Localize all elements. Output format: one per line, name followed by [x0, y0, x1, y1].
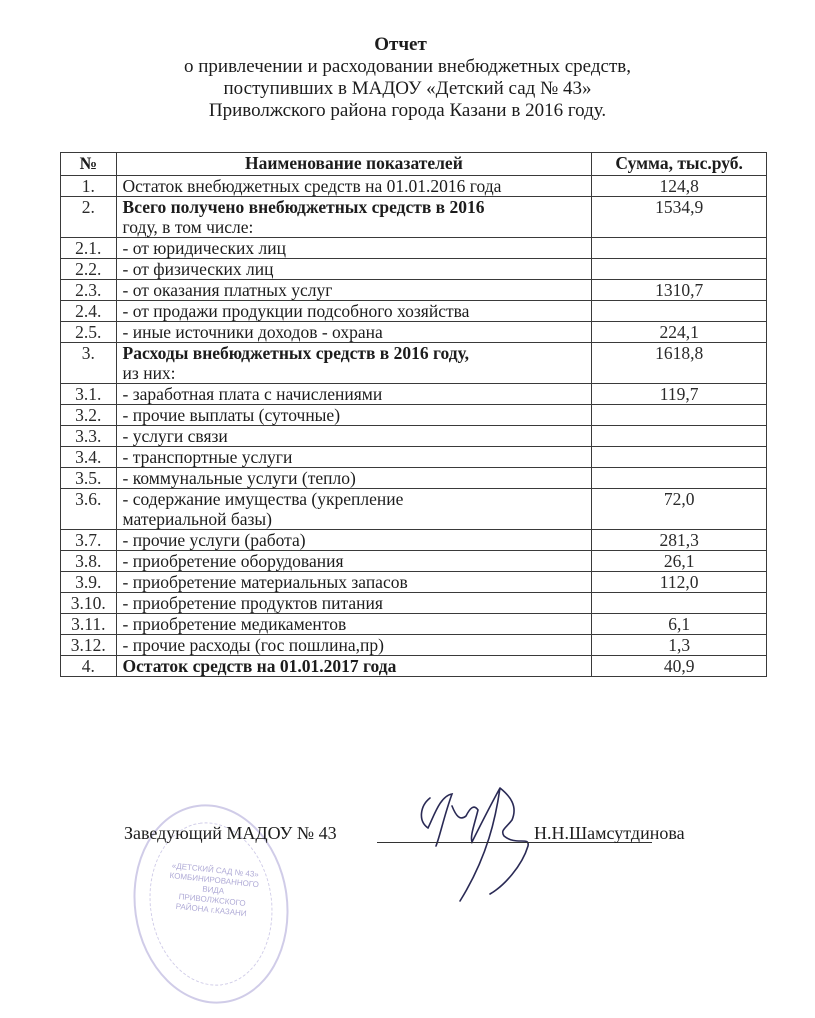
table-row: [61, 322, 767, 343]
row-sum: [592, 426, 767, 447]
row-indicator-name: [116, 238, 592, 259]
row-number: 1.: [61, 176, 117, 197]
subtitle-line: о привлечении и расходовании внебюджетных средств,: [183, 56, 631, 77]
row-number: 3.9.: [61, 572, 117, 593]
indicator-text: - от физических лиц: [122, 259, 274, 279]
row-sum: 119,7: [592, 384, 767, 405]
row-indicator-name: [116, 280, 592, 301]
row-indicator-name: [116, 593, 592, 614]
row-indicator-name: [116, 447, 592, 468]
row-number: 2.2.: [61, 259, 117, 280]
indicator-text-continuation: материальной базы): [122, 509, 273, 529]
report-title: Отчет: [374, 34, 427, 55]
row-sum: [592, 259, 767, 280]
row-number: 3.1.: [61, 384, 117, 405]
row-indicator-name: [116, 259, 592, 280]
row-sum: 224,1: [592, 322, 767, 343]
indicator-text: Остаток средств на 01.01.2017 года: [122, 656, 397, 676]
row-number: 3.12.: [61, 635, 117, 656]
table-row: [61, 343, 767, 384]
indicator-text: Всего получено внебюджетных средств в 2016: [122, 197, 485, 217]
row-sum: 1310,7: [592, 280, 767, 301]
row-sum: [592, 238, 767, 259]
indicator-text: - от оказания платных услуг: [122, 280, 333, 300]
row-number: 3.11.: [61, 614, 117, 635]
row-indicator-name: [116, 635, 592, 656]
indicator-text: - приобретение продуктов питания: [122, 593, 383, 613]
row-sum: 26,1: [592, 551, 767, 572]
row-indicator-name: [116, 551, 592, 572]
indicator-text: - от юридических лиц: [122, 238, 286, 258]
table-row: [61, 593, 767, 614]
table-header-row: [61, 153, 767, 176]
table-row: [61, 530, 767, 551]
row-sum: 6,1: [592, 614, 767, 635]
row-number: 2.3.: [61, 280, 117, 301]
header-name: Наименование показателей: [116, 153, 592, 176]
header-sum: Сумма, тыс.руб.: [592, 153, 767, 176]
row-indicator-name: [116, 384, 592, 405]
row-indicator-name: [116, 322, 592, 343]
indicator-text: - содержание имущества (укрепление: [122, 489, 404, 509]
table-body: [61, 176, 767, 677]
signer-position: Заведующий МАДОУ № 43: [124, 823, 337, 843]
row-number: 3.7.: [61, 530, 117, 551]
subtitle-line: Приволжского района города Казани в 2016 году.: [208, 100, 607, 121]
row-indicator-name: [116, 530, 592, 551]
table-row: [61, 280, 767, 301]
row-indicator-name: [116, 572, 592, 593]
report-subtitle: [0, 56, 815, 122]
row-indicator-name: [116, 468, 592, 489]
table-row: [61, 238, 767, 259]
row-number: 2.: [61, 197, 117, 238]
indicator-text: - приобретение медикаментов: [122, 614, 347, 634]
table-row: [61, 468, 767, 489]
row-number: 2.5.: [61, 322, 117, 343]
row-sum: 1618,8: [592, 343, 767, 384]
row-sum: 112,0: [592, 572, 767, 593]
row-indicator-name: [116, 489, 592, 530]
table-row: [61, 656, 767, 677]
table-row: [61, 447, 767, 468]
row-sum: 1534,9: [592, 197, 767, 238]
indicator-text: - прочие выплаты (суточные): [122, 405, 341, 425]
subtitle-line: поступивших в МАДОУ «Детский сад № 43»: [223, 78, 592, 99]
row-sum: [592, 405, 767, 426]
report-table: [60, 152, 767, 677]
indicator-text: Расходы внебюджетных средств в 2016 году,: [122, 343, 469, 363]
row-number: 3.10.: [61, 593, 117, 614]
indicator-text: - иные источники доходов - охрана: [122, 322, 383, 342]
row-number: 3.5.: [61, 468, 117, 489]
row-sum: 1,3: [592, 635, 767, 656]
table-row: [61, 259, 767, 280]
row-number: 2.4.: [61, 301, 117, 322]
table-row: [61, 384, 767, 405]
row-sum: [592, 468, 767, 489]
table-row: [61, 551, 767, 572]
row-indicator-name: [116, 343, 592, 384]
indicator-text: - транспортные услуги: [122, 447, 293, 467]
indicator-text: - от продажи продукции подсобного хозяйства: [122, 301, 470, 321]
indicator-text: - услуги связи: [122, 426, 228, 446]
row-indicator-name: [116, 405, 592, 426]
row-sum: [592, 447, 767, 468]
table-row: [61, 635, 767, 656]
row-indicator-name: [116, 656, 592, 677]
indicator-text: - прочие услуги (работа): [122, 530, 306, 550]
table-row: [61, 197, 767, 238]
table-row: [61, 572, 767, 593]
row-sum: 124,8: [592, 176, 767, 197]
row-sum: 40,9: [592, 656, 767, 677]
table-row: [61, 426, 767, 447]
row-indicator-name: [116, 176, 592, 197]
stamp-text: «ДЕТСКИЙ САД № 43» КОМБИНИРОВАННОГО ВИДА ПРИВОЛЖСКОГО РАЙОНА г.КАЗАНИ: [169, 861, 260, 919]
row-sum: [592, 593, 767, 614]
row-number: 3.8.: [61, 551, 117, 572]
table-row: [61, 176, 767, 197]
indicator-text: - прочие расходы (гос пошлина,пр): [122, 635, 384, 655]
row-indicator-name: [116, 301, 592, 322]
indicator-text: - приобретение материальных запасов: [122, 572, 408, 592]
row-number: 3.4.: [61, 447, 117, 468]
indicator-text-continuation: из них:: [122, 363, 176, 383]
signer-name: Н.Н.Шамсутдинова: [534, 823, 685, 843]
indicator-text: - заработная плата с начислениями: [122, 384, 383, 404]
table-row: [61, 405, 767, 426]
row-indicator-name: [116, 614, 592, 635]
row-sum: [592, 301, 767, 322]
row-sum: 281,3: [592, 530, 767, 551]
indicator-text-continuation: году, в том числе:: [122, 217, 254, 237]
report-title-block: [0, 34, 815, 122]
row-number: 4.: [61, 656, 117, 677]
table-row: [61, 614, 767, 635]
signature-block: [124, 823, 764, 853]
row-number: 3.2.: [61, 405, 117, 426]
table-row: [61, 489, 767, 530]
indicator-text: - приобретение оборудования: [122, 551, 344, 571]
row-indicator-name: [116, 197, 592, 238]
row-number: 3.3.: [61, 426, 117, 447]
indicator-text: - коммунальные услуги (тепло): [122, 468, 356, 488]
row-number: 3.6.: [61, 489, 117, 530]
row-number: 3.: [61, 343, 117, 384]
table-row: [61, 301, 767, 322]
row-indicator-name: [116, 426, 592, 447]
row-number: 2.1.: [61, 238, 117, 259]
header-num: №: [61, 153, 117, 176]
row-sum: 72,0: [592, 489, 767, 530]
indicator-text: Остаток внебюджетных средств на 01.01.2016 года: [122, 176, 502, 196]
